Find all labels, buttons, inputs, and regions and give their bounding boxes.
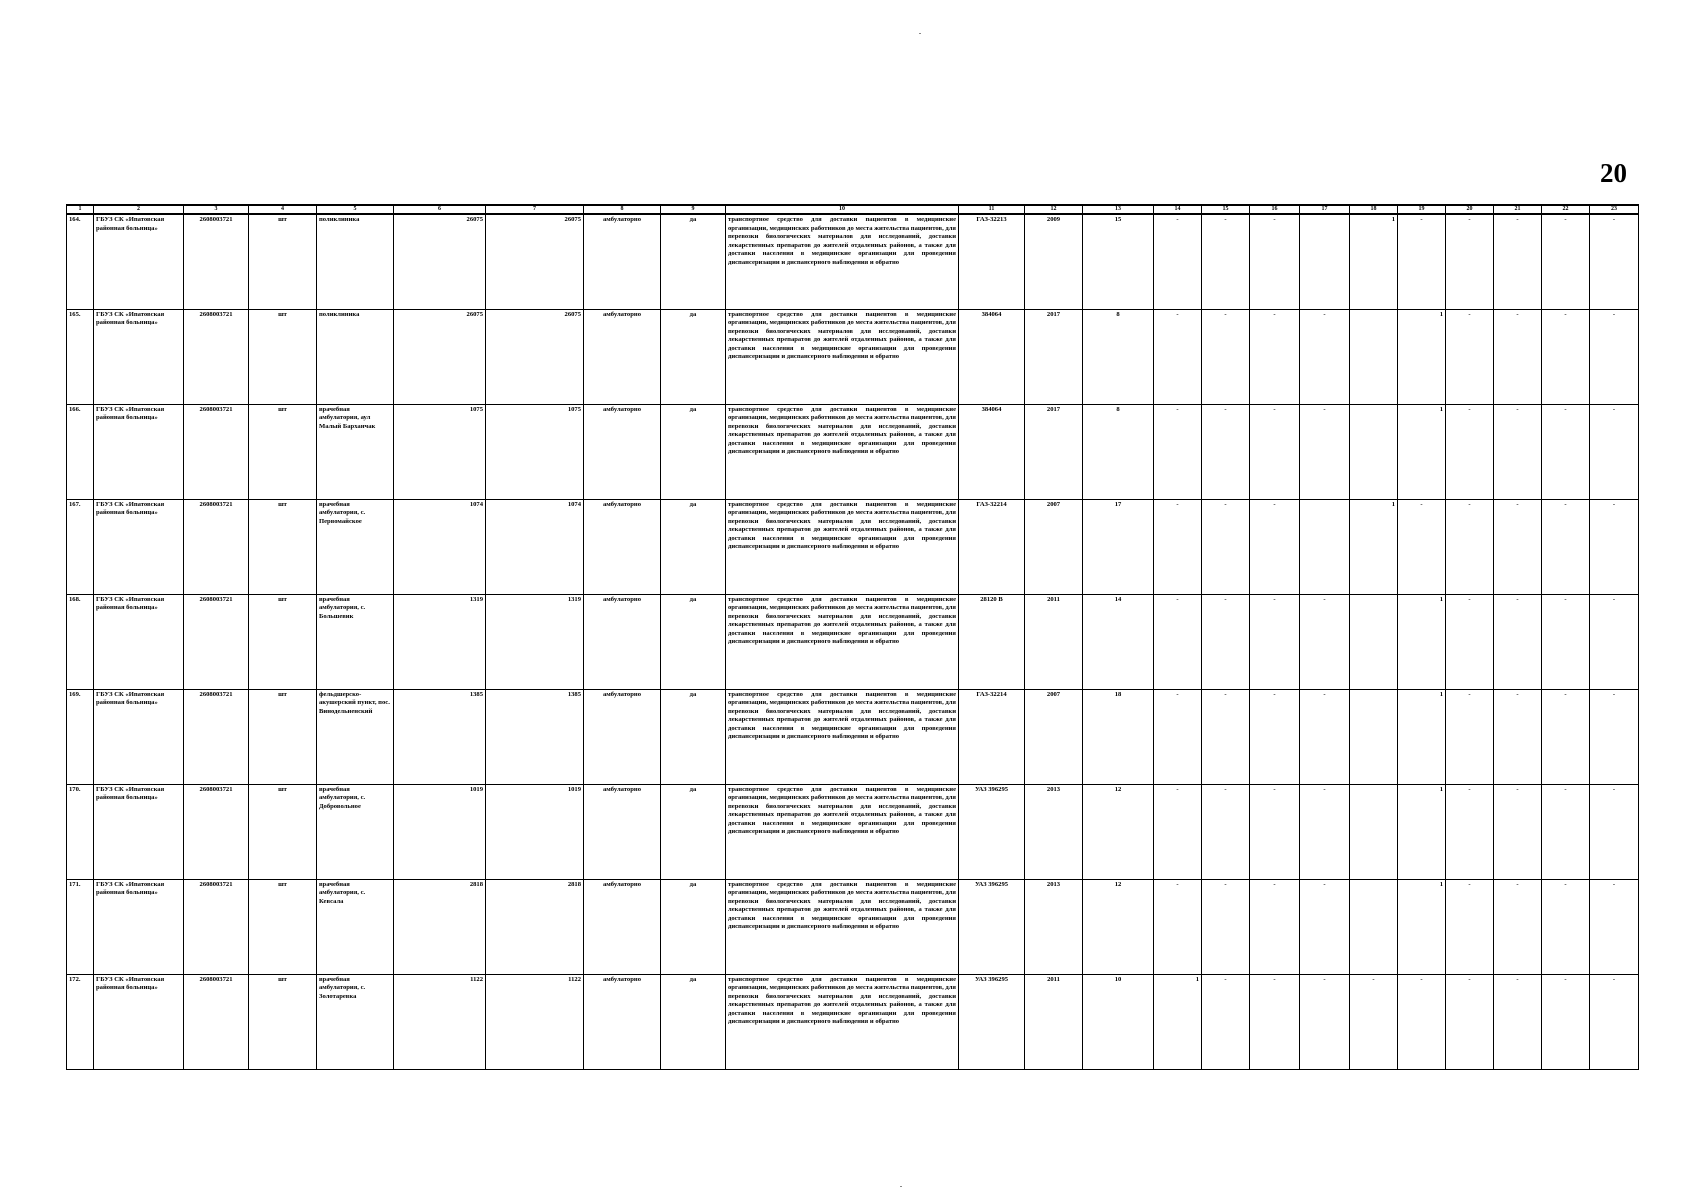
organization-cell: ГБУЗ СК «Ипатовская районная больница» (94, 309, 184, 404)
value-col23-cell: - (1590, 974, 1639, 1069)
inn-cell: 2608003721 (184, 214, 249, 309)
table-row (67, 784, 1639, 879)
value-col17-cell: - (1300, 594, 1350, 689)
value-col21-cell: - (1494, 499, 1542, 594)
value-col20-cell: - (1446, 309, 1494, 404)
year-cell: 2007 (1025, 689, 1083, 784)
value-col20-cell: - (1446, 404, 1494, 499)
value-col23-cell: - (1590, 689, 1639, 784)
flag-cell: да (661, 594, 726, 689)
year-cell: 2007 (1025, 499, 1083, 594)
unit-cell: шт (249, 879, 317, 974)
row-number: 165. (67, 309, 94, 404)
purpose-cell: транспортное средство для доставки пациентов в медицинские организации, медицинских работников до места жительства пациентов, для перевозки биологических материалов для исследований, доставки лекарственных препаратов до жителей отдаленных районов, а также для доставки населения в медицинские организации для проведения диспансеризации и диспансерного наблюдения и обратно (726, 214, 959, 309)
column-number-3: 3 (184, 205, 249, 214)
value-col15-cell: - (1202, 689, 1250, 784)
year-cell: 2011 (1025, 594, 1083, 689)
value-col22-cell: - (1542, 309, 1590, 404)
table-row (67, 879, 1639, 974)
column-number-20: 20 (1446, 205, 1494, 214)
inn-cell: 2608003721 (184, 309, 249, 404)
care-type-cell: амбулаторно (584, 974, 661, 1069)
value-col20-cell: - (1446, 594, 1494, 689)
purpose-cell: транспортное средство для доставки пациентов в медицинские организации, медицинских работников до места жительства пациентов, для перевозки биологических материалов для исследований, доставки лекарственных препаратов до жителей отдаленных районов, а также для доставки населения в медицинские организации для проведения диспансеризации и диспансерного наблюдения и обратно (726, 879, 959, 974)
year-cell: 2009 (1025, 214, 1083, 309)
value-col22-cell: - (1542, 784, 1590, 879)
value-col7-cell: 1122 (486, 974, 584, 1069)
flag-cell: да (661, 974, 726, 1069)
unit-cell: шт (249, 499, 317, 594)
value-col15-cell: - (1202, 974, 1250, 1069)
column-number-10: 10 (726, 205, 959, 214)
inn-cell: 2608003721 (184, 974, 249, 1069)
value-col15-cell: - (1202, 309, 1250, 404)
flag-cell: да (661, 879, 726, 974)
vehicle-model-cell: ГАЗ-32214 (959, 499, 1025, 594)
value-col17-cell: - (1300, 879, 1350, 974)
care-type-cell: амбулаторно (584, 784, 661, 879)
row-number: 168. (67, 594, 94, 689)
value-col16-cell: - (1250, 594, 1300, 689)
location-cell: врачебная амбулатория, с. Золотаревка (317, 974, 394, 1069)
value-col19-cell: 1 (1398, 309, 1446, 404)
purpose-cell: транспортное средство для доставки пациентов в медицинские организации, медицинских работников до места жительства пациентов, для перевозки биологических материалов для исследований, доставки лекарственных препаратов до жителей отдаленных районов, а также для доставки населения в медицинские организации для проведения диспансеризации и диспансерного наблюдения и обратно (726, 689, 959, 784)
value-col22-cell: - (1542, 404, 1590, 499)
column-number-12: 12 (1025, 205, 1083, 214)
value-col13-cell: 12 (1083, 879, 1154, 974)
value-col16-cell: - (1250, 309, 1300, 404)
value-col23-cell: - (1590, 594, 1639, 689)
column-number-8: 8 (584, 205, 661, 214)
value-col13-cell: 8 (1083, 404, 1154, 499)
column-number-14: 14 (1154, 205, 1202, 214)
value-col21-cell: - (1494, 594, 1542, 689)
value-col16-cell: - (1250, 974, 1300, 1069)
value-col14-cell: - (1154, 594, 1202, 689)
value-col17-cell (1300, 214, 1350, 309)
care-type-cell: амбулаторно (584, 499, 661, 594)
value-col13-cell: 8 (1083, 309, 1154, 404)
value-col14-cell: - (1154, 499, 1202, 594)
value-col17-cell: - (1300, 784, 1350, 879)
value-col7-cell: 2818 (486, 879, 584, 974)
value-col7-cell: 1385 (486, 689, 584, 784)
value-col16-cell: - (1250, 214, 1300, 309)
table-row (67, 594, 1639, 689)
value-col13-cell: 15 (1083, 214, 1154, 309)
value-col20-cell: - (1446, 974, 1494, 1069)
value-col16-cell: - (1250, 404, 1300, 499)
page-number: 20 (1600, 158, 1627, 188)
table-row (67, 214, 1639, 309)
row-number: 172. (67, 974, 94, 1069)
inn-cell: 2608003721 (184, 404, 249, 499)
value-col13-cell: 14 (1083, 594, 1154, 689)
value-col23-cell: - (1590, 309, 1639, 404)
value-col19-cell: - (1398, 499, 1446, 594)
column-number-1: 1 (67, 205, 94, 214)
value-col22-cell: - (1542, 214, 1590, 309)
year-cell: 2011 (1025, 974, 1083, 1069)
value-col15-cell: - (1202, 879, 1250, 974)
value-col13-cell: 10 (1083, 974, 1154, 1069)
purpose-cell: транспортное средство для доставки пациентов в медицинские организации, медицинских работников до места жительства пациентов, для перевозки биологических материалов для исследований, доставки лекарственных препаратов до жителей отдаленных районов, а также для доставки населения в медицинские организации для проведения диспансеризации и диспансерного наблюдения и обратно (726, 594, 959, 689)
value-col7-cell: 1319 (486, 594, 584, 689)
organization-cell: ГБУЗ СК «Ипатовская районная больница» (94, 404, 184, 499)
location-cell: фельдшерско-акушерский пункт, пос. Винодельненский (317, 689, 394, 784)
value-col22-cell: - (1542, 499, 1590, 594)
organization-cell: ГБУЗ СК «Ипатовская районная больница» (94, 879, 184, 974)
value-col17-cell: - (1300, 404, 1350, 499)
flag-cell: да (661, 214, 726, 309)
value-col7-cell: 26075 (486, 309, 584, 404)
row-number: 171. (67, 879, 94, 974)
value-col17-cell: - (1300, 974, 1350, 1069)
care-type-cell: амбулаторно (584, 214, 661, 309)
value-col7-cell: 26075 (486, 214, 584, 309)
care-type-cell: амбулаторно (584, 594, 661, 689)
purpose-cell: транспортное средство для доставки пациентов в медицинские организации, медицинских работников до места жительства пациентов, для перевозки биологических материалов для исследований, доставки лекарственных препаратов до жителей отдаленных районов, а также для доставки населения в медицинские организации для проведения диспансеризации и диспансерного наблюдения и обратно (726, 974, 959, 1069)
unit-cell: шт (249, 974, 317, 1069)
year-cell: 2017 (1025, 309, 1083, 404)
value-col19-cell: 1 (1398, 689, 1446, 784)
value-col6-cell: 1075 (394, 404, 486, 499)
value-col14-cell: - (1154, 879, 1202, 974)
value-col20-cell: - (1446, 879, 1494, 974)
inn-cell: 2608003721 (184, 594, 249, 689)
value-col15-cell: - (1202, 499, 1250, 594)
column-number-23: 23 (1590, 205, 1639, 214)
table-row (67, 404, 1639, 499)
purpose-cell: транспортное средство для доставки пациентов в медицинские организации, медицинских работников до места жительства пациентов, для перевозки биологических материалов для исследований, доставки лекарственных препаратов до жителей отдаленных районов, а также для доставки населения в медицинские организации для проведения диспансеризации и диспансерного наблюдения и обратно (726, 309, 959, 404)
value-col22-cell: - (1542, 689, 1590, 784)
inn-cell: 2608003721 (184, 689, 249, 784)
location-cell: врачебная амбулатория, с. Добровольное (317, 784, 394, 879)
value-col6-cell: 1319 (394, 594, 486, 689)
table-row (67, 499, 1639, 594)
purpose-cell: транспортное средство для доставки пациентов в медицинские организации, медицинских работников до места жительства пациентов, для перевозки биологических материалов для исследований, доставки лекарственных препаратов до жителей отдаленных районов, а также для доставки населения в медицинские организации для проведения диспансеризации и диспансерного наблюдения и обратно (726, 784, 959, 879)
value-col14-cell: 1 (1154, 974, 1202, 1069)
value-col20-cell: - (1446, 499, 1494, 594)
value-col16-cell: - (1250, 784, 1300, 879)
column-number-18: 18 (1350, 205, 1398, 214)
value-col13-cell: 18 (1083, 689, 1154, 784)
value-col23-cell: - (1590, 214, 1639, 309)
value-col15-cell: - (1202, 214, 1250, 309)
value-col15-cell: - (1202, 784, 1250, 879)
row-number: 170. (67, 784, 94, 879)
vehicle-model-cell: 28120 В (959, 594, 1025, 689)
vehicle-model-cell: УАЗ 396295 (959, 784, 1025, 879)
value-col21-cell: - (1494, 309, 1542, 404)
value-col19-cell: - (1398, 974, 1446, 1069)
location-cell: врачебная амбулатория, аул Малый Барханчак (317, 404, 394, 499)
location-cell: врачебная амбулатория, с. Большевик (317, 594, 394, 689)
year-cell: 2017 (1025, 404, 1083, 499)
value-col18-cell (1350, 689, 1398, 784)
value-col15-cell: - (1202, 404, 1250, 499)
value-col18-cell (1350, 309, 1398, 404)
column-number-6: 6 (394, 205, 486, 214)
value-col7-cell: 1019 (486, 784, 584, 879)
value-col21-cell: - (1494, 974, 1542, 1069)
value-col20-cell: - (1446, 214, 1494, 309)
column-number-9: 9 (661, 205, 726, 214)
value-col18-cell: 1 (1350, 499, 1398, 594)
value-col19-cell: 1 (1398, 404, 1446, 499)
value-col23-cell: - (1590, 784, 1639, 879)
column-number-2: 2 (94, 205, 184, 214)
location-cell: поликлиника (317, 309, 394, 404)
row-number: 167. (67, 499, 94, 594)
value-col20-cell: - (1446, 784, 1494, 879)
flag-cell: да (661, 404, 726, 499)
organization-cell: ГБУЗ СК «Ипатовская районная больница» (94, 974, 184, 1069)
purpose-cell: транспортное средство для доставки пациентов в медицинские организации, медицинских работников до места жительства пациентов, для перевозки биологических материалов для исследований, доставки лекарственных препаратов до жителей отдаленных районов, а также для доставки населения в медицинские организации для проведения диспансеризации и диспансерного наблюдения и обратно (726, 404, 959, 499)
care-type-cell: амбулаторно (584, 879, 661, 974)
value-col6-cell: 26075 (394, 309, 486, 404)
registry-table (66, 204, 1639, 1070)
location-cell: врачебная амбулатория, с. Первомайское (317, 499, 394, 594)
value-col23-cell: - (1590, 499, 1639, 594)
column-number-header-row (67, 205, 1639, 214)
value-col17-cell (1300, 499, 1350, 594)
vehicle-model-cell: 384064 (959, 404, 1025, 499)
value-col7-cell: 1075 (486, 404, 584, 499)
vehicle-model-cell: УАЗ 396295 (959, 974, 1025, 1069)
row-number: 164. (67, 214, 94, 309)
column-number-7: 7 (486, 205, 584, 214)
column-number-22: 22 (1542, 205, 1590, 214)
vehicle-model-cell: 384064 (959, 309, 1025, 404)
value-col21-cell: - (1494, 784, 1542, 879)
value-col19-cell: 1 (1398, 879, 1446, 974)
scan-speck (900, 1186, 902, 1187)
column-number-13: 13 (1083, 205, 1154, 214)
value-col6-cell: 1385 (394, 689, 486, 784)
column-number-19: 19 (1398, 205, 1446, 214)
table-row (67, 309, 1639, 404)
value-col22-cell: - (1542, 879, 1590, 974)
flag-cell: да (661, 784, 726, 879)
value-col23-cell: - (1590, 404, 1639, 499)
value-col21-cell: - (1494, 404, 1542, 499)
care-type-cell: амбулаторно (584, 404, 661, 499)
value-col14-cell: - (1154, 689, 1202, 784)
table-row (67, 689, 1639, 784)
organization-cell: ГБУЗ СК «Ипатовская районная больница» (94, 784, 184, 879)
value-col7-cell: 1074 (486, 499, 584, 594)
value-col14-cell: - (1154, 784, 1202, 879)
unit-cell: шт (249, 404, 317, 499)
value-col15-cell: - (1202, 594, 1250, 689)
location-cell: врачебная амбулатория, с. Кевсала (317, 879, 394, 974)
location-cell: поликлиника (317, 214, 394, 309)
value-col18-cell: - (1350, 974, 1398, 1069)
vehicle-model-cell: УАЗ 396295 (959, 879, 1025, 974)
value-col13-cell: 12 (1083, 784, 1154, 879)
value-col6-cell: 1074 (394, 499, 486, 594)
vehicle-model-cell: ГАЗ-32213 (959, 214, 1025, 309)
value-col18-cell (1350, 784, 1398, 879)
value-col18-cell (1350, 404, 1398, 499)
organization-cell: ГБУЗ СК «Ипатовская районная больница» (94, 499, 184, 594)
value-col6-cell: 1122 (394, 974, 486, 1069)
value-col21-cell: - (1494, 689, 1542, 784)
scan-speck (919, 33, 921, 34)
row-number: 169. (67, 689, 94, 784)
inn-cell: 2608003721 (184, 499, 249, 594)
flag-cell: да (661, 309, 726, 404)
value-col16-cell: - (1250, 499, 1300, 594)
value-col20-cell: - (1446, 689, 1494, 784)
column-number-4: 4 (249, 205, 317, 214)
column-number-5: 5 (317, 205, 394, 214)
care-type-cell: амбулаторно (584, 689, 661, 784)
care-type-cell: амбулаторно (584, 309, 661, 404)
inn-cell: 2608003721 (184, 879, 249, 974)
vehicle-model-cell: ГАЗ-32214 (959, 689, 1025, 784)
column-number-11: 11 (959, 205, 1025, 214)
value-col22-cell: - (1542, 594, 1590, 689)
unit-cell: шт (249, 784, 317, 879)
value-col23-cell: - (1590, 879, 1639, 974)
table-row (67, 974, 1639, 1069)
value-col16-cell: - (1250, 879, 1300, 974)
organization-cell: ГБУЗ СК «Ипатовская районная больница» (94, 594, 184, 689)
value-col21-cell: - (1494, 214, 1542, 309)
unit-cell: шт (249, 689, 317, 784)
row-number: 166. (67, 404, 94, 499)
purpose-cell: транспортное средство для доставки пациентов в медицинские организации, медицинских работников до места жительства пациентов, для перевозки биологических материалов для исследований, доставки лекарственных препаратов до жителей отдаленных районов, а также для доставки населения в медицинские организации для проведения диспансеризации и диспансерного наблюдения и обратно (726, 499, 959, 594)
value-col6-cell: 1019 (394, 784, 486, 879)
value-col16-cell: - (1250, 689, 1300, 784)
column-number-16: 16 (1250, 205, 1300, 214)
table-body (67, 214, 1639, 1069)
year-cell: 2013 (1025, 879, 1083, 974)
inn-cell: 2608003721 (184, 784, 249, 879)
value-col14-cell: - (1154, 309, 1202, 404)
value-col17-cell: - (1300, 309, 1350, 404)
value-col6-cell: 2818 (394, 879, 486, 974)
year-cell: 2013 (1025, 784, 1083, 879)
value-col18-cell (1350, 594, 1398, 689)
value-col18-cell (1350, 879, 1398, 974)
value-col6-cell: 26075 (394, 214, 486, 309)
value-col21-cell: - (1494, 879, 1542, 974)
unit-cell: шт (249, 309, 317, 404)
value-col19-cell: - (1398, 214, 1446, 309)
column-number-17: 17 (1300, 205, 1350, 214)
column-number-21: 21 (1494, 205, 1542, 214)
unit-cell: шт (249, 594, 317, 689)
value-col14-cell: - (1154, 404, 1202, 499)
value-col19-cell: 1 (1398, 594, 1446, 689)
flag-cell: да (661, 499, 726, 594)
organization-cell: ГБУЗ СК «Ипатовская районная больница» (94, 689, 184, 784)
unit-cell: шт (249, 214, 317, 309)
organization-cell: ГБУЗ СК «Ипатовская районная больница» (94, 214, 184, 309)
value-col18-cell: 1 (1350, 214, 1398, 309)
flag-cell: да (661, 689, 726, 784)
value-col22-cell: - (1542, 974, 1590, 1069)
value-col19-cell: 1 (1398, 784, 1446, 879)
column-number-15: 15 (1202, 205, 1250, 214)
value-col17-cell: - (1300, 689, 1350, 784)
value-col13-cell: 17 (1083, 499, 1154, 594)
value-col14-cell: - (1154, 214, 1202, 309)
